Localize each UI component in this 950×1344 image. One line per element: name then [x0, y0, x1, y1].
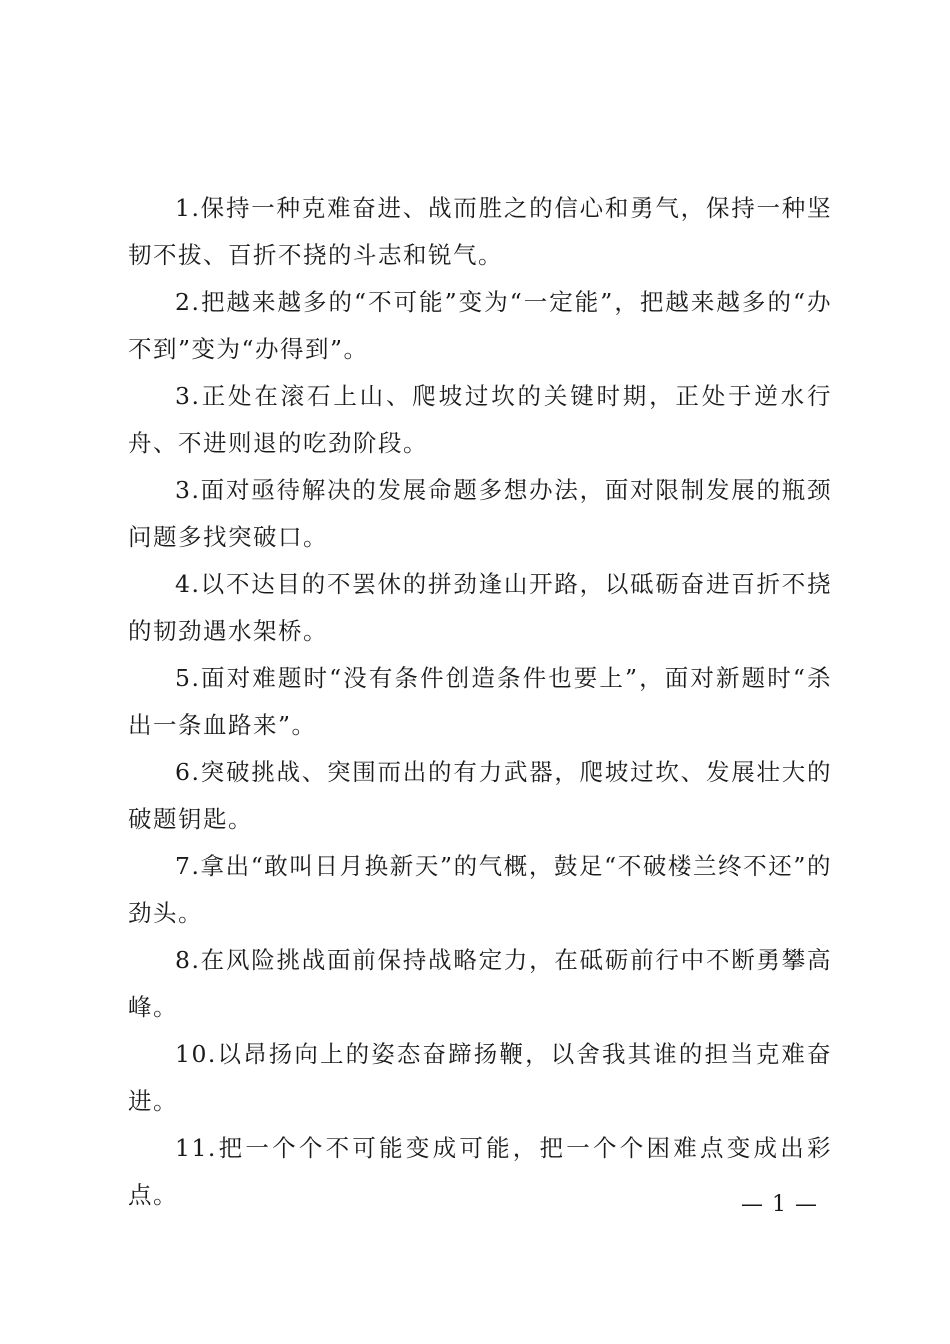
paragraph-1: 1.保持一种克难奋进、战而胜之的信心和勇气，保持一种坚韧不拔、百折不挠的斗志和锐气。: [128, 194, 832, 269]
paragraph-2: 2.把越来越多的“不可能”变为“一定能”，把越来越多的“办不到”变为“办得到”。: [128, 288, 832, 363]
page-number: — 1 —: [741, 1192, 818, 1217]
paragraph-5: 4.以不达目的不罢休的拼劲逢山开路，以砥砺奋进百折不挠的韧劲遇水架桥。: [128, 570, 832, 645]
document-body: [128, 185, 832, 1219]
paragraph-11: 11.把一个个不可能变成可能，把一个个困难点变成出彩点。: [128, 1134, 832, 1209]
paragraph-8: 7.拿出“敢叫日月换新天”的气概，鼓足“不破楼兰终不还”的劲头。: [128, 852, 832, 927]
paragraph-6: 5.面对难题时“没有条件创造条件也要上”，面对新题时“杀出一条血路来”。: [128, 664, 832, 739]
paragraph-9: 8.在风险挑战面前保持战略定力，在砥砺前行中不断勇攀高峰。: [128, 946, 832, 1021]
paragraph-4: 3.面对亟待解决的发展命题多想办法，面对限制发展的瓶颈问题多找突破口。: [128, 476, 832, 551]
paragraph-7: 6.突破挑战、突围而出的有力武器，爬坡过坎、发展壮大的破题钥匙。: [128, 758, 832, 833]
paragraph-3: 3.正处在滚石上山、爬坡过坎的关键时期，正处于逆水行舟、不进则退的吃劲阶段。: [128, 382, 832, 457]
paragraph-10: 10.以昂扬向上的姿态奋蹄扬鞭，以舍我其谁的担当克难奋进。: [128, 1040, 832, 1115]
